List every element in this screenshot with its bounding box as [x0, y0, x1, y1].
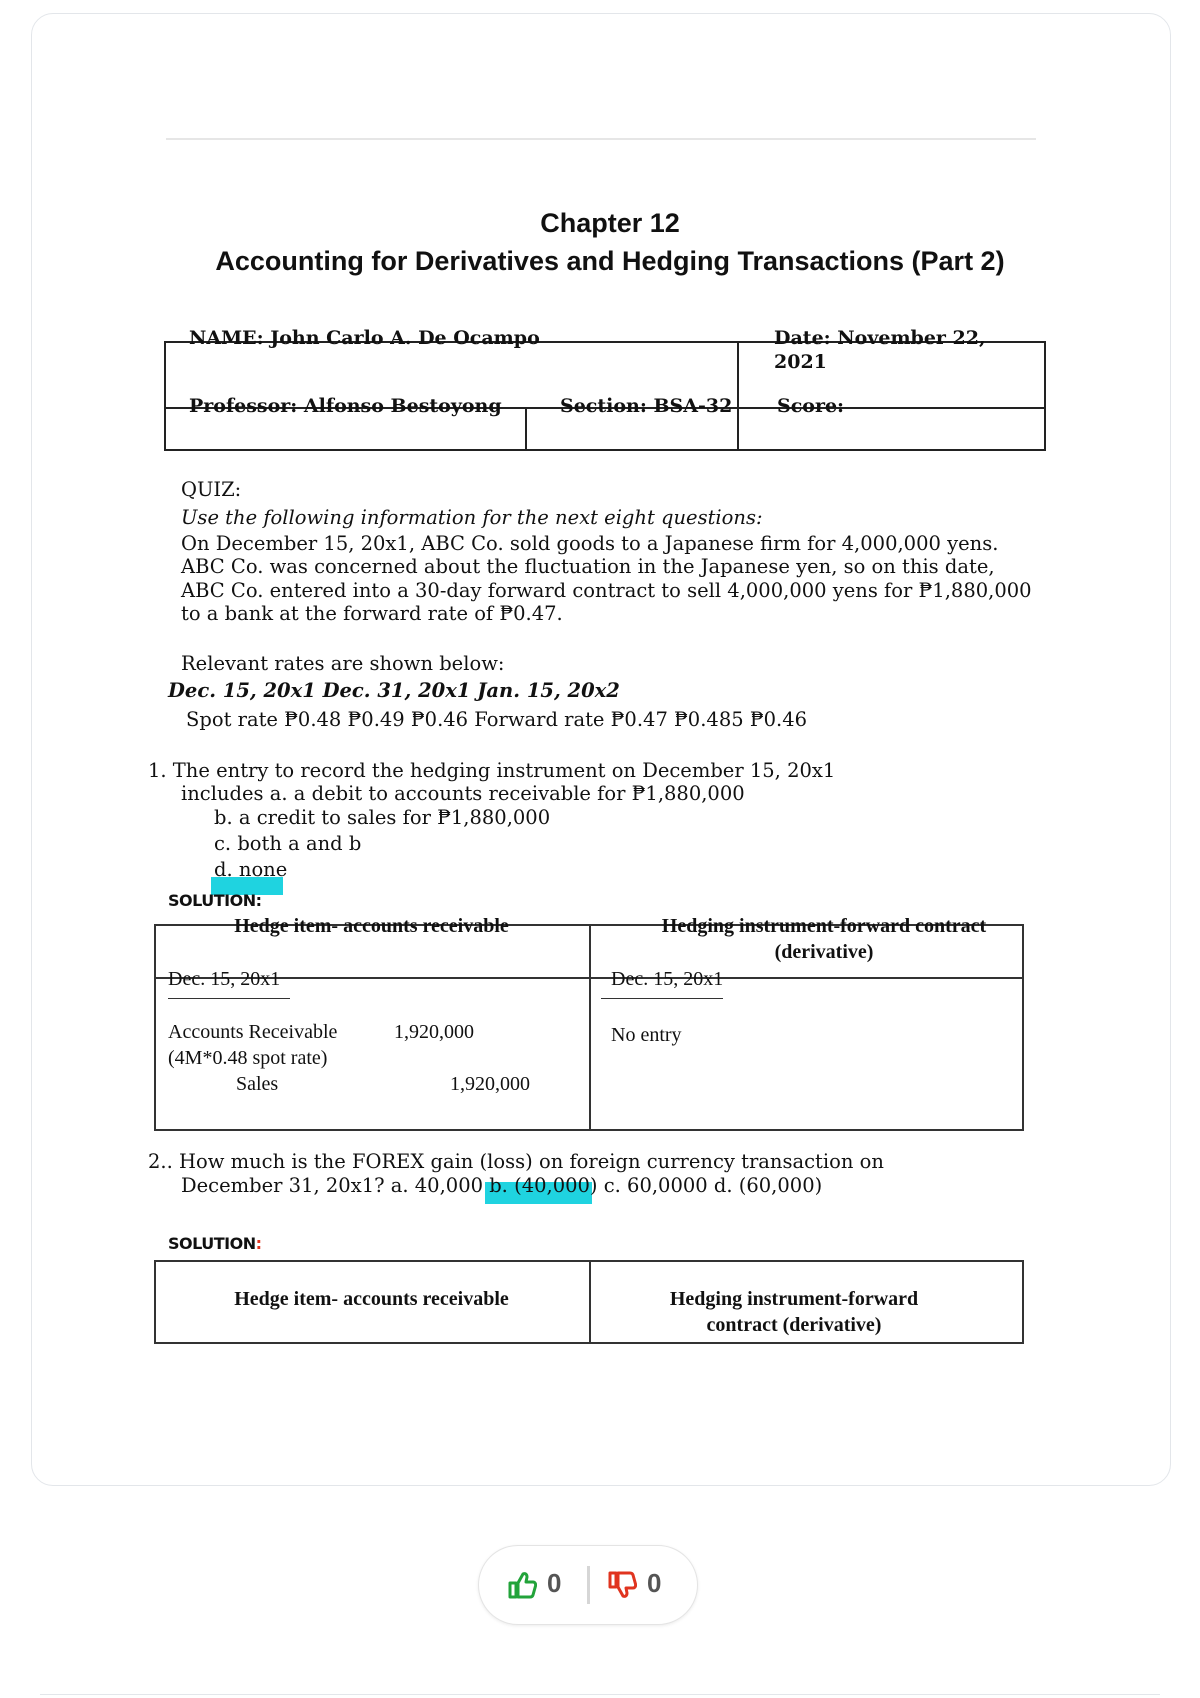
- question-2-options: December 31, 20x1? a. 40,000 b. (40,000) c. 60,0000 d. (60,000): [181, 1174, 823, 1197]
- solution-colon: :: [255, 1234, 262, 1253]
- quiz-instruction: Use the following information for the next eight questions:: [181, 506, 763, 529]
- table-2-right-header-2: contract (derivative): [706, 1314, 882, 1336]
- score: Score:: [777, 395, 845, 417]
- solution-label: SOLUTION:: [168, 891, 262, 910]
- quiz-paragraph-line: On December 15, 20x1, ABC Co. sold goods to a Japanese firm for 4,000,000 yens.: [181, 532, 999, 555]
- question-1-stem: 1. The entry to record the hedging instrument on December 15, 20x1: [148, 759, 836, 782]
- table-1-right-date: Dec. 15, 20x1: [611, 968, 724, 990]
- date-underline: [168, 998, 290, 999]
- sales-amount: 1,920,000: [450, 1073, 530, 1095]
- date-line-1: Date: November 22,: [774, 327, 986, 349]
- table-2-left-header: Hedge item- accounts receivable: [234, 1288, 509, 1310]
- info-box-divider: [525, 407, 527, 451]
- table-divider: [154, 977, 1024, 979]
- no-entry-text: No entry: [611, 1024, 682, 1046]
- table-1-right-header: Hedging instrument-forward contract: [661, 915, 987, 937]
- solution-label-text: SOLUTION: [168, 1234, 256, 1253]
- thumbs-down-icon[interactable]: [607, 1571, 637, 1603]
- upvote-count: 0: [547, 1568, 562, 1598]
- rates-values: Spot rate ₱0.48 ₱0.49 ₱0.46 Forward rate ₱0.47 ₱0.485 ₱0.46: [186, 708, 808, 731]
- question-1-option-b: b. a credit to sales for ₱1,880,000: [214, 806, 551, 829]
- table-1-left-date: Dec. 15, 20x1: [168, 968, 281, 990]
- chapter-heading: Chapter 12: [540, 208, 680, 238]
- footer-divider: [40, 1694, 1160, 1695]
- table-2-right-header: Hedging instrument-forward: [669, 1288, 919, 1310]
- document-title: Accounting for Derivatives and Hedging Transactions (Part 2): [215, 246, 1005, 276]
- question-1-option-c: c. both a and b: [214, 832, 362, 855]
- table-1-right-header-2: (derivative): [774, 941, 874, 963]
- professor-name: Professor: Alfonso Bestoyong: [189, 395, 502, 417]
- downvote-count: 0: [647, 1568, 662, 1598]
- ar-note: (4M*0.48 spot rate): [168, 1047, 328, 1069]
- rates-intro: Relevant rates are shown below:: [181, 652, 505, 675]
- vote-widget: [478, 1545, 698, 1625]
- date-underline: [601, 998, 723, 999]
- quiz-paragraph-line: to a bank at the forward rate of ₱0.47.: [181, 602, 563, 625]
- student-name: NAME: John Carlo A. De Ocampo: [189, 327, 540, 349]
- question-1-option-d: d. none: [214, 858, 288, 881]
- info-box-divider: [737, 341, 739, 451]
- quiz-paragraph-line: ABC Co. was concerned about the fluctuation in the Japanese yen, so on this date,: [181, 555, 995, 578]
- solution-label-2: [168, 1234, 262, 1253]
- divider: [166, 138, 1036, 140]
- sales-label: Sales: [236, 1073, 279, 1095]
- ar-label: Accounts Receivable: [168, 1021, 338, 1043]
- rates-header: Dec. 15, 20x1 Dec. 31, 20x1 Jan. 15, 20x2: [168, 679, 620, 702]
- question-2-stem: 2.. How much is the FOREX gain (loss) on foreign currency transaction on: [148, 1150, 884, 1173]
- thumbs-up-icon[interactable]: [507, 1571, 537, 1603]
- vote-separator: [587, 1566, 590, 1604]
- question-1-option-a: includes a. a debit to accounts receivable for ₱1,880,000: [181, 782, 745, 805]
- table-1-left-header: Hedge item- accounts receivable: [234, 915, 509, 937]
- date-line-2: 2021: [774, 351, 827, 373]
- ar-amount: 1,920,000: [394, 1021, 474, 1043]
- section: Section: BSA-32: [560, 395, 733, 417]
- quiz-label: QUIZ:: [181, 478, 242, 501]
- quiz-paragraph-line: ABC Co. entered into a 30-day forward contract to sell 4,000,000 yens for ₱1,880,000: [181, 579, 1032, 602]
